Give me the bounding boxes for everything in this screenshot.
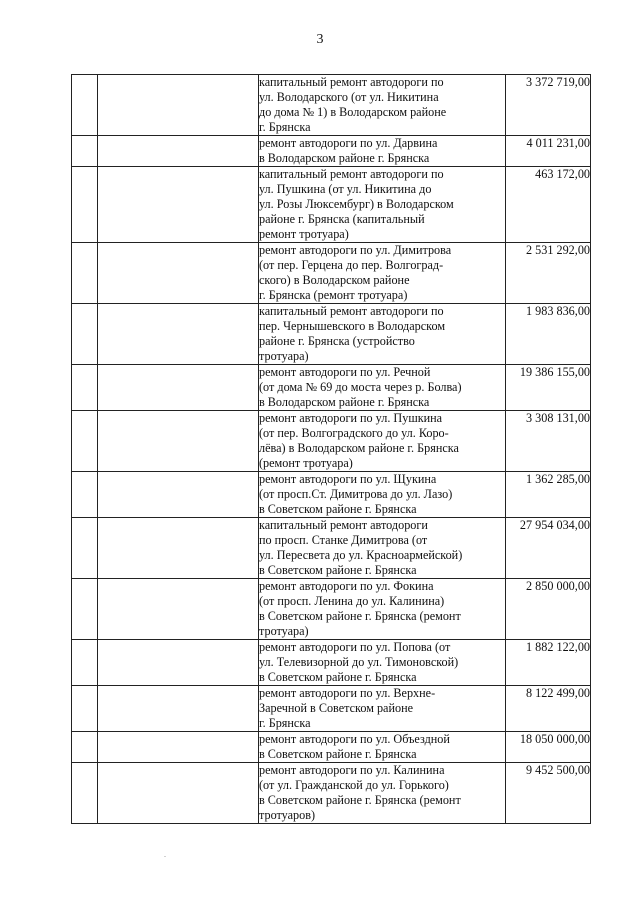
- empty-cell-number: [72, 75, 98, 136]
- work-description: ремонт автодороги по ул. Пушкина (от пер. Волгоградского до ул. Коро- лёва) в Володарском районе г. Брянска (ремонт тротуара): [259, 411, 459, 470]
- empty-cell-name: [98, 167, 259, 243]
- table-row: [72, 167, 591, 243]
- amount-cell: 1 362 285,00: [506, 472, 591, 518]
- empty-cell-number: [72, 732, 98, 763]
- empty-cell-name: [98, 304, 259, 365]
- work-description-cell: [259, 579, 506, 640]
- work-description: ремонт автодороги по ул. Верхне- Заречной в Советском районе г. Брянска: [259, 686, 436, 730]
- amount-cell: 2 850 000,00: [506, 579, 591, 640]
- work-description-cell: [259, 518, 506, 579]
- empty-cell-number: [72, 640, 98, 686]
- table-row: [72, 763, 591, 824]
- table-row: [72, 304, 591, 365]
- work-description: капитальный ремонт автодороги по пер. Чернышевского в Володарском районе г. Брянска (устройство тротуара): [259, 304, 446, 363]
- amount-cell: 27 954 034,00: [506, 518, 591, 579]
- empty-cell-name: [98, 365, 259, 411]
- empty-cell-number: [72, 136, 98, 167]
- table-row: [72, 640, 591, 686]
- empty-cell-name: [98, 518, 259, 579]
- table-row: [72, 365, 591, 411]
- amount-cell: 9 452 500,00: [506, 763, 591, 824]
- amount-cell: 19 386 155,00: [506, 365, 591, 411]
- work-description-cell: [259, 136, 506, 167]
- work-description: капитальный ремонт автодороги по просп. Станке Димитрова (от ул. Пересвета до ул. Красноармейской) в Советском районе г. Брянска: [259, 518, 463, 577]
- work-description-cell: [259, 167, 506, 243]
- table-row: [72, 243, 591, 304]
- empty-cell-number: [72, 365, 98, 411]
- empty-cell-number: [72, 411, 98, 472]
- empty-cell-number: [72, 167, 98, 243]
- empty-cell-name: [98, 411, 259, 472]
- amount-cell: 463 172,00: [506, 167, 591, 243]
- work-description-cell: [259, 686, 506, 732]
- work-description: ремонт автодороги по ул. Калинина (от ул. Гражданской до ул. Горького) в Советском районе г. Брянска (ремонт тротуаров): [259, 763, 461, 822]
- work-description-cell: [259, 763, 506, 824]
- work-description: ремонт автодороги по ул. Объездной в Советском районе г. Брянска: [259, 732, 450, 761]
- empty-cell-name: [98, 732, 259, 763]
- table-row: [72, 686, 591, 732]
- work-description-cell: [259, 472, 506, 518]
- work-description-cell: [259, 640, 506, 686]
- work-description: капитальный ремонт автодороги по ул. Володарского (от ул. Никитина до дома № 1) в Володарском районе г. Брянска: [259, 75, 447, 134]
- work-description: ремонт автодороги по ул. Щукина (от просп.Ст. Димитрова до ул. Лазо) в Советском районе г. Брянска: [259, 472, 453, 516]
- amount-cell: 1 983 836,00: [506, 304, 591, 365]
- page-number: 3: [316, 32, 324, 47]
- table-row: [72, 136, 591, 167]
- table-row: [72, 75, 591, 136]
- empty-cell-number: [72, 304, 98, 365]
- work-description: ремонт автодороги по ул. Димитрова (от пер. Герцена до пер. Волгоград- ского) в Володарском районе г. Брянска (ремонт тротуара): [259, 243, 452, 302]
- footer-mark: .: [164, 850, 166, 859]
- empty-cell-number: [72, 518, 98, 579]
- work-description-cell: [259, 732, 506, 763]
- work-description: ремонт автодороги по ул. Речной (от дома № 69 до моста через р. Болва) в Володарском районе г. Брянска: [259, 365, 462, 409]
- amount-cell: 2 531 292,00: [506, 243, 591, 304]
- amount-cell: 1 882 122,00: [506, 640, 591, 686]
- empty-cell-number: [72, 472, 98, 518]
- work-description: ремонт автодороги по ул. Попова (от ул. Телевизорной до ул. Тимоновской) в Советском районе г. Брянска: [259, 640, 459, 684]
- table-row: [72, 518, 591, 579]
- empty-cell-name: [98, 243, 259, 304]
- empty-cell-name: [98, 579, 259, 640]
- amount-cell: 3 308 131,00: [506, 411, 591, 472]
- work-description: ремонт автодороги по ул. Фокина (от просп. Ленина до ул. Калинина) в Советском районе г. Брянска (ремонт тротуара): [259, 579, 461, 638]
- work-description: ремонт автодороги по ул. Дарвина в Володарском районе г. Брянска: [259, 136, 438, 165]
- amount-cell: 4 011 231,00: [506, 136, 591, 167]
- table-row: [72, 732, 591, 763]
- empty-cell-number: [72, 243, 98, 304]
- empty-cell-number: [72, 763, 98, 824]
- empty-cell-number: [72, 686, 98, 732]
- amount-cell: 18 050 000,00: [506, 732, 591, 763]
- work-description-cell: [259, 411, 506, 472]
- work-description-cell: [259, 75, 506, 136]
- empty-cell-name: [98, 75, 259, 136]
- amount-cell: 8 122 499,00: [506, 686, 591, 732]
- table-row: [72, 472, 591, 518]
- budget-table: [71, 74, 591, 824]
- table-row: [72, 579, 591, 640]
- empty-cell-name: [98, 763, 259, 824]
- table-row: [72, 411, 591, 472]
- work-description: капитальный ремонт автодороги по ул. Пушкина (от ул. Никитина до ул. Розы Люксембург) в Володарском районе г. Брянска (капитальный ремонт тротуара): [259, 167, 454, 241]
- empty-cell-name: [98, 472, 259, 518]
- empty-cell-name: [98, 640, 259, 686]
- budget-table-body: [72, 75, 591, 824]
- empty-cell-name: [98, 686, 259, 732]
- empty-cell-name: [98, 136, 259, 167]
- amount-cell: 3 372 719,00: [506, 75, 591, 136]
- empty-cell-number: [72, 579, 98, 640]
- work-description-cell: [259, 365, 506, 411]
- work-description-cell: [259, 243, 506, 304]
- work-description-cell: [259, 304, 506, 365]
